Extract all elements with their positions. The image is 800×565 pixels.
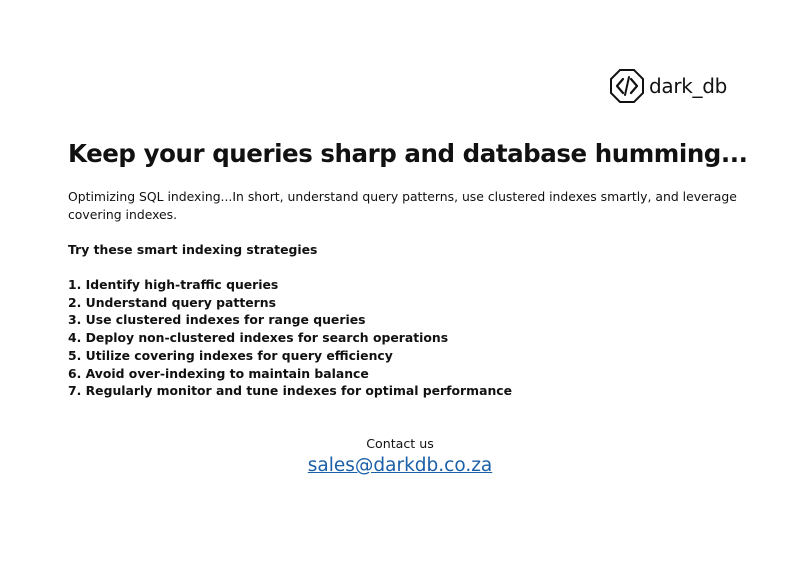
page-headline: Keep your queries sharp and database humming... [68,139,748,168]
contact-email-container [0,453,800,479]
strategy-list [68,276,512,400]
contact-email-link[interactable]: sales@darkdb.co.za [307,455,493,476]
strategy-item: 4. Deploy non-clustered indexes for search operations [68,330,449,346]
strategy-item: 3. Use clustered indexes for range queries [68,312,366,328]
code-brackets-circle-icon [609,68,645,104]
brand-logo-text: dark_db [649,74,728,98]
strategy-item: 6. Avoid over-indexing to maintain balance [68,365,369,381]
strategy-item: 7. Regularly monitor and tune indexes for optimal performance [68,383,513,399]
strategy-item: 2. Understand query patterns [68,294,276,310]
intro-paragraph: Optimizing SQL indexing...In short, understand query patterns, use clustered indexes smartly, and leverage covering indexes. [68,189,737,222]
brand-logo [609,67,734,105]
contact-label: Contact us [366,436,434,451]
strategies-heading: Try these smart indexing strategies [68,242,318,257]
strategy-item: 1. Identify high-traffic queries [68,277,279,292]
strategy-item: 5. Utilize covering indexes for query efficiency [68,347,393,363]
